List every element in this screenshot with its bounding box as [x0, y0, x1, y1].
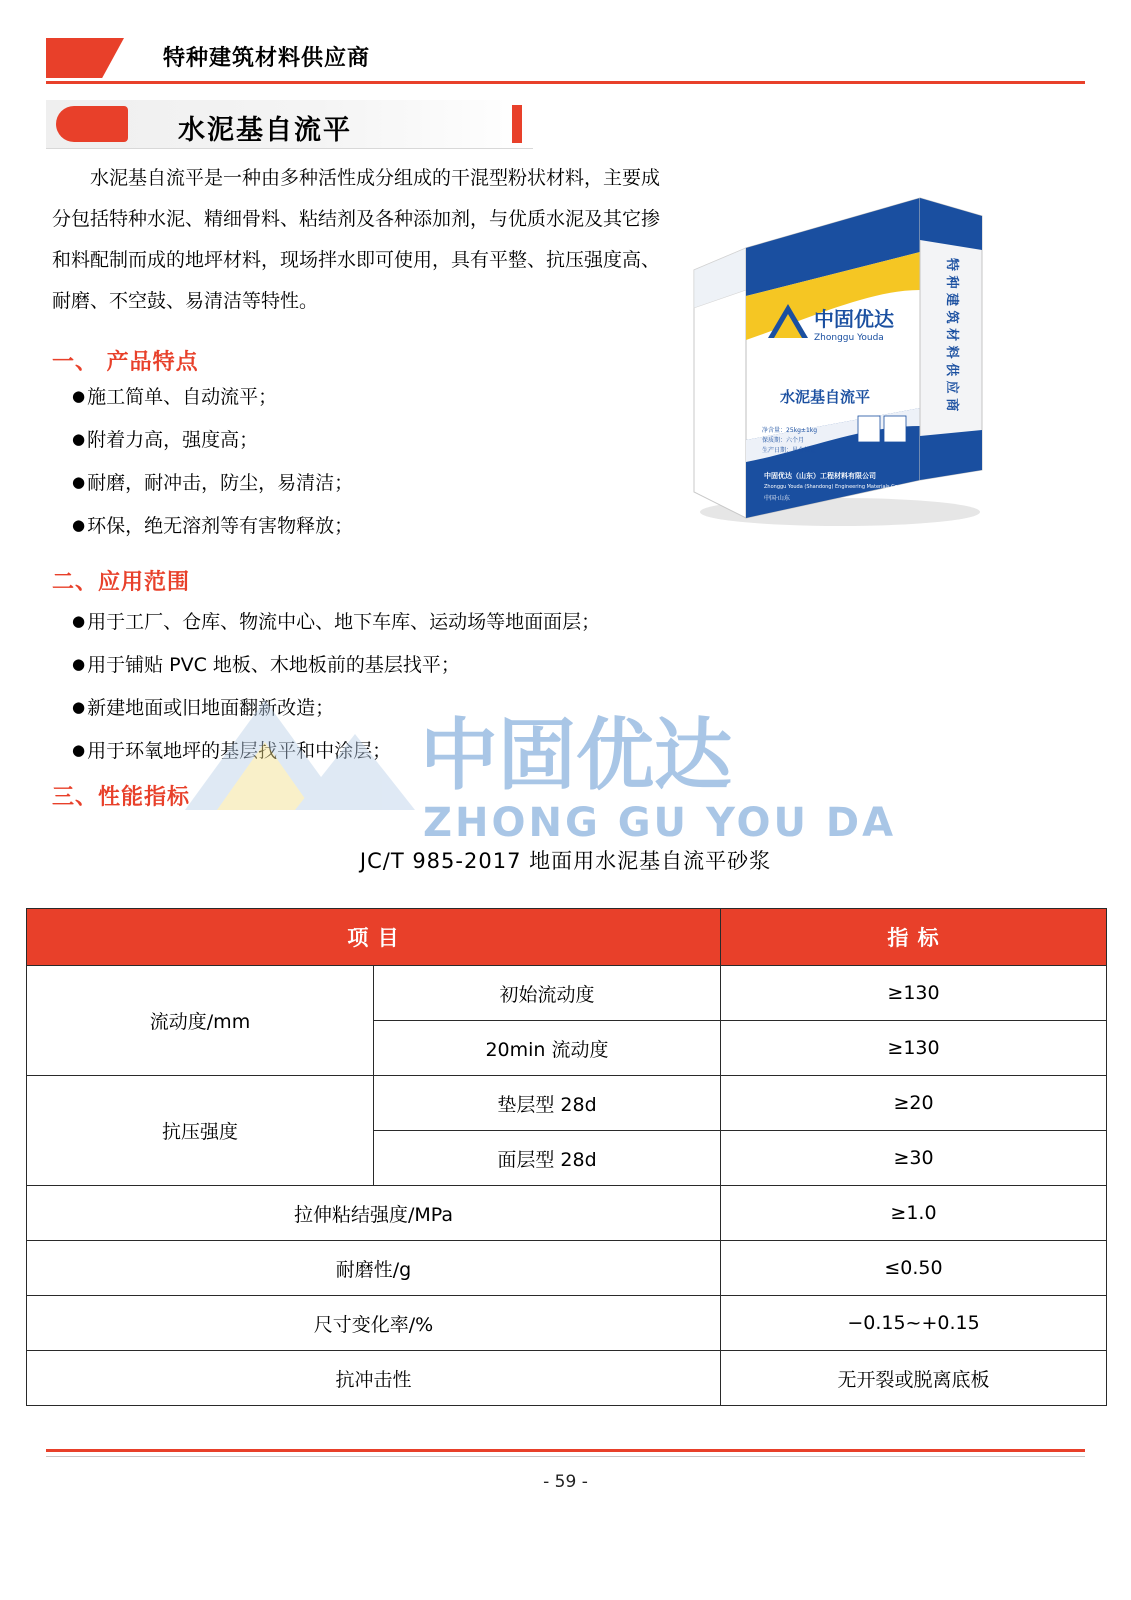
bullet-icon: ● — [72, 741, 86, 759]
intro-paragraph — [52, 158, 662, 322]
product-spec-1: 净含量：25kg±1kg — [762, 427, 818, 434]
bullet-icon: ● — [72, 387, 86, 405]
section-heading-features: 一、 产品特点 — [52, 350, 199, 375]
list-item — [72, 375, 353, 418]
row-value: ≥130 — [721, 1021, 1107, 1076]
list-item-label: 新建地面或旧地面翻新改造； — [87, 697, 335, 719]
table-row — [27, 966, 1107, 1021]
bullet-icon: ● — [72, 473, 86, 491]
product-spec-2: 保质期：六个月 — [762, 437, 805, 444]
bullet-icon: ● — [72, 430, 86, 448]
row-name: 流动度/mm — [27, 966, 374, 1076]
intro-text: 水泥基自流平是一种由多种活性成分组成的干混型粉状材料，主要成分包括特种水泥、精细骨料、粘结剂及各种添加剂，与优质水泥及其它掺和料配制而成的地坪材料，现场拌水即可使用，具有平整、抗压强度高、 耐磨、不空鼓、易清洁等特性。 — [52, 167, 661, 312]
product-brand-en: Zhonggu Youda — [814, 333, 884, 343]
row-name: 抗压强度 — [27, 1076, 374, 1186]
applications-list — [72, 600, 600, 772]
title-bar-red-tick — [512, 105, 522, 143]
row-name: 抗冲击性 — [27, 1351, 721, 1406]
product-company-en: Zhonggu Youda (Shandong) Engineering Materials Co., Ltd — [764, 484, 911, 490]
table-row — [27, 1186, 1107, 1241]
product-name: 水泥基自流平 — [780, 388, 871, 406]
row-value: ≥20 — [721, 1076, 1107, 1131]
product-company-cn: 中固优达（山东）工程材料有限公司 — [764, 472, 876, 480]
row-value: ≥1.0 — [721, 1186, 1107, 1241]
bullet-icon: ● — [72, 612, 86, 630]
list-item-label: 用于铺贴 PVC 地板、木地板前的基层找平； — [87, 654, 460, 676]
product-bag-image — [690, 140, 990, 540]
list-item — [72, 418, 353, 461]
footer-divider-red — [46, 1449, 1085, 1452]
page-header — [0, 38, 1131, 88]
list-item — [72, 461, 353, 504]
table-header — [27, 909, 1107, 966]
bullet-icon: ● — [72, 698, 86, 716]
list-item-label: 耐磨，耐冲击，防尘，易清洁； — [87, 472, 354, 494]
watermark-cn: 中固优达 — [420, 711, 733, 801]
section-heading-applications: 二、应用范围 — [52, 570, 191, 595]
row-value: ≤0.50 — [721, 1241, 1107, 1296]
table-row — [27, 1351, 1107, 1406]
row-sub: 20min 流动度 — [374, 1021, 721, 1076]
bullet-icon: ● — [72, 516, 86, 534]
watermark-en: ZHONG GU YOU DA — [423, 800, 895, 846]
product-origin: 中国·山东 — [764, 495, 790, 502]
list-item-label: 用于工厂、仓库、物流中心、地下车库、运动场等地面面层； — [87, 611, 601, 633]
row-sub: 初始流动度 — [374, 966, 721, 1021]
row-name: 尺寸变化率/% — [27, 1296, 721, 1351]
product-brand-cn: 中固优达 — [814, 307, 894, 331]
performance-table — [26, 908, 1107, 1406]
list-item — [72, 600, 600, 643]
section-heading-performance: 三、性能指标 — [52, 785, 191, 810]
row-name: 耐磨性/g — [27, 1241, 721, 1296]
list-item-label: 用于环氧地坪的基层找平和中涂层； — [87, 740, 392, 762]
list-item-label: 环保，绝无溶剂等有害物释放； — [87, 515, 354, 537]
row-value: −0.15~+0.15 — [721, 1296, 1107, 1351]
features-list — [72, 375, 353, 547]
product-side-text: 特 种 建 筑 材 料 供 应 商 — [944, 258, 959, 412]
list-item — [72, 686, 600, 729]
row-value: 无开裂或脱离底板 — [721, 1351, 1107, 1406]
row-sub: 垫层型 28d — [374, 1076, 721, 1131]
list-item — [72, 643, 600, 686]
page-number: - 59 - — [543, 1472, 588, 1492]
bullet-icon: ● — [72, 655, 86, 673]
list-item — [72, 729, 600, 772]
table-row — [27, 1076, 1107, 1131]
row-name: 拉伸粘结强度/MPa — [27, 1186, 721, 1241]
header-title: 特种建筑材料供应商 — [163, 46, 371, 71]
title-bar-red-badge — [56, 106, 128, 142]
section-title-bar — [46, 100, 533, 148]
table-header-index: 指 标 — [721, 909, 1107, 966]
product-spec-3: 生产日期：见合格证 — [762, 447, 817, 454]
table-row — [27, 1296, 1107, 1351]
list-item — [72, 504, 353, 547]
row-sub: 面层型 28d — [374, 1131, 721, 1186]
product-bag-svg — [690, 140, 990, 540]
page-title: 水泥基自流平 — [178, 115, 352, 146]
row-value: ≥130 — [721, 966, 1107, 1021]
table-body — [27, 966, 1107, 1406]
table-header-item: 项 目 — [27, 909, 721, 966]
header-red-block — [46, 38, 124, 78]
footer-divider-gray — [46, 1456, 1085, 1457]
table-row — [27, 1241, 1107, 1296]
list-item-label: 附着力高，强度高； — [87, 429, 259, 451]
row-value: ≥30 — [721, 1131, 1107, 1186]
standard-reference: JC/T 985-2017 地面用水泥基自流平砂浆 — [359, 849, 772, 873]
list-item-label: 施工简单、自动流平； — [87, 386, 278, 408]
header-divider — [46, 81, 1085, 84]
table-header-row — [27, 909, 1107, 966]
